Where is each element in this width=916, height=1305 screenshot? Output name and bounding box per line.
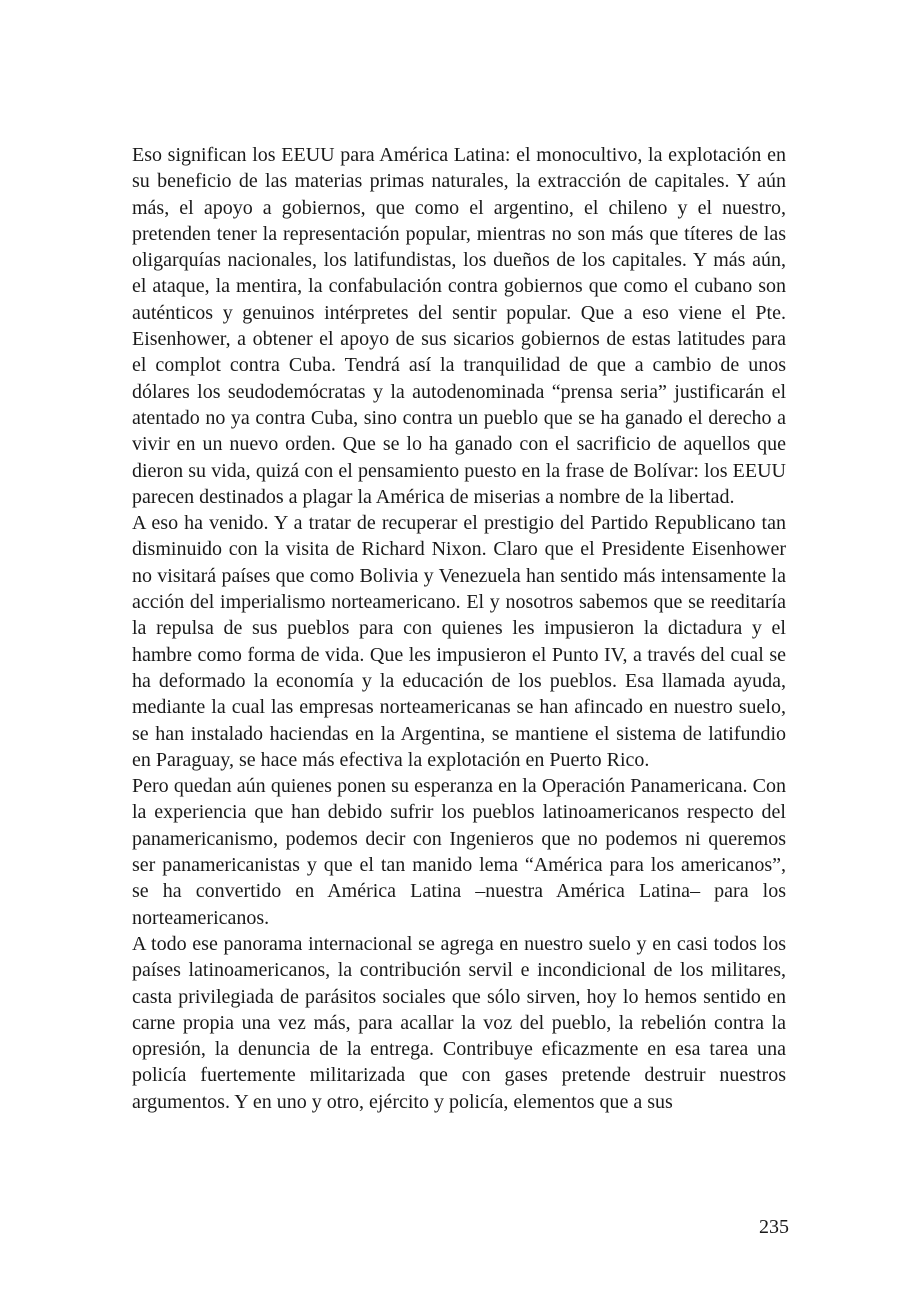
paragraph-3: Pero quedan aún quienes ponen su esperanza en la Operación Panamericana. Con la experiencia que han debido sufrir los pueblos latinoamericanos respecto del panamericanismo, podemos decir con Ingenieros que no podemos ni queremos ser panamericanistas y que el tan manido lema “América para los americanos”, se ha convertido en América Latina –nuestra América Latina– para los norteamericanos. — [132, 775, 786, 929]
body-text — [132, 142, 786, 1115]
paragraph-2: A eso ha venido. Y a tratar de recuperar el prestigio del Partido Republicano tan disminuido con la visita de Richard Nixon. Claro que el Presidente Eisenhower no visitará países que como Bolivia y Venezuela han sentido más intensamente la acción del imperialismo norteamericano. El y nosotros sabemos que se reeditaría la repulsa de sus pueblos para con quienes les impusieron la dictadura y el hambre como forma de vida. Que les impusieron el Punto IV, a través del cual se ha deformado la economía y la educación de los pueblos. Esa llamada ayuda, mediante la cual las empresas norteamericanas se han afincado en nuestro suelo, se han instalado haciendas en la Argentina, se mantiene el sistema de latifundio en Paraguay, se hace más efectiva la explotación en Puerto Rico. — [132, 512, 786, 771]
paragraph-4: A todo ese panorama internacional se agrega en nuestro suelo y en casi todos los países latinoamericanos, la contribución servil e incondicional de los militares, casta privilegiada de parásitos sociales que sólo sirven, hoy lo hemos sentido en carne propia una vez más, para acallar la voz del pueblo, la rebelión contra la opresión, la denuncia de la entrega. Contribuye eficazmente en esa tarea una policía fuertemente militarizada que con gases pretende destruir nuestros argumentos. Y en uno y otro, ejército y policía, elementos que a sus — [132, 932, 786, 1113]
paragraph-1: Eso significan los EEUU para América Latina: el monocultivo, la explotación en su beneficio de las materias primas naturales, la extracción de capitales. Y aún más, el apoyo a gobiernos, que como el argentino, el chileno y el nuestro, pretenden tener la representación popular, mientras no son más que títeres de las oligarquías nacionales, los latifundistas, los dueños de los capitales. Y más aún, el ataque, la mentira, la confabulación contra gobiernos que como el cubano son auténticos y genuinos intérpretes del sentir popular. Que a eso viene el Pte. Eisenhower, a obtener el apoyo de sus sicarios gobiernos de estas latitudes para el complot contra Cuba. Tendrá así la tranquilidad de que a cambio de unos dólares los seudodemócratas y la autodenominada “prensa seria” justificarán el atentado no ya contra Cuba, sino contra un pueblo que se ha ganado el derecho a vivir en un nuevo orden. Que se lo ha ganado con el sacrificio de aquellos que dieron su vida, quizá con el pensamiento puesto en la frase de Bolívar: los EEUU parecen destinados a plagar la América de miserias a nombre de la libertad. — [132, 144, 786, 508]
page-number: 235 — [759, 1216, 789, 1238]
